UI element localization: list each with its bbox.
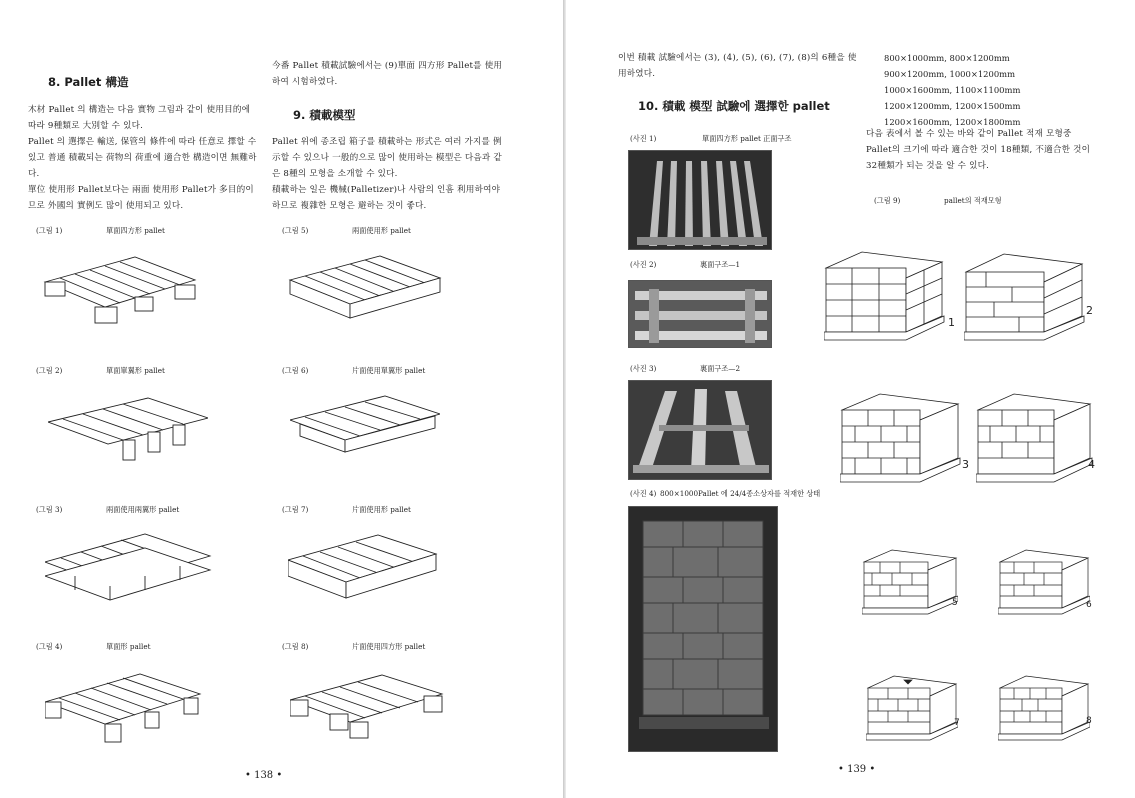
stack-pattern-6 — [998, 548, 1090, 620]
photo-title: 裏面구조—2 — [700, 364, 741, 373]
figure-number: (그림 9) — [874, 196, 901, 205]
pallet-drawing-8 — [290, 670, 445, 750]
figure-title: 兩面使用形 pallet — [352, 226, 411, 235]
stack-label-5: 5 — [952, 598, 958, 608]
figure-3-caption — [36, 505, 180, 515]
page-139 — [566, 0, 1135, 798]
dimension-row: 900×1200mm, 1000×1200mm — [884, 69, 1016, 79]
photo-pallet-front — [628, 150, 772, 250]
stack-pattern-2 — [964, 250, 1088, 348]
stack-label-8: 8 — [1086, 716, 1092, 726]
figure-title: 單面單翼形 pallet — [106, 366, 165, 375]
dimension-row: 800×1000mm, 800×1200mm — [884, 53, 1010, 63]
stack-pattern-5 — [862, 548, 958, 620]
figure-title: 單面四方形 pallet — [106, 226, 165, 235]
photo-title: 單面四方形 pallet 正面구조 — [702, 134, 792, 143]
figure-number: (그림 6) — [282, 366, 309, 375]
stack-label-6: 6 — [1086, 600, 1092, 610]
section8-paragraph-3: 單位 使用形 Pallet보다는 兩面 使用形 Pallet가 多目的이므로 外國의 實例도 많이 使用되고 있다. — [28, 185, 254, 211]
stack-pattern-8 — [998, 674, 1090, 746]
section8-title: 8. Pallet 構造 — [48, 75, 129, 89]
dimension-row: 1200×1600mm, 1200×1800mm — [884, 117, 1021, 127]
figure-4-caption — [36, 642, 151, 652]
dimension-row: 1000×1600mm, 1100×1100mm — [884, 85, 1021, 95]
photo-3-caption — [630, 364, 741, 374]
stack-pattern-3 — [840, 390, 964, 490]
stack-label-2: 2 — [1086, 304, 1093, 317]
photo-title: 裏面구조—1 — [700, 260, 741, 269]
right-column-paragraph: 今番 Pallet 積載試驗에서는 (9)單面 四方形 Pallet를 使用하여 시험하였다. — [272, 61, 503, 87]
pallet-drawing-2 — [48, 392, 208, 472]
figure-number: (그림 5) — [282, 226, 309, 235]
figure-title: 片面使用單翼形 pallet — [352, 366, 426, 375]
stack-label-1: 1 — [948, 316, 955, 329]
figure-number: (그림 4) — [36, 642, 63, 651]
page-number: • 139 • — [838, 764, 876, 775]
dimension-note: 다음 表에서 볼 수 있는 바와 같이 Pallet 적재 모형중 Pallet의 크기에 따라 適合한 것이 18種類, 不適合한 것이 32種類가 되는 것을 알 수 있다. — [866, 129, 1091, 171]
page-number: • 138 • — [245, 770, 283, 781]
photo-number: (사진 3) — [630, 364, 657, 373]
stack-pattern-4 — [976, 390, 1096, 490]
photo-loaded-pallet — [628, 506, 778, 752]
section8-paragraph-1: 木材 Pallet 의 構造는 다음 實物 그림과 같이 使用目的에 따라 9種類로 大別할 수 있다. — [28, 105, 251, 131]
figure-number: (그림 3) — [36, 505, 63, 514]
dimension-row: 1200×1200mm, 1200×1500mm — [884, 101, 1021, 111]
figure-6-caption — [282, 366, 426, 376]
intro-paragraph: 이번 積載 試驗에서는 (3), (4), (5), (6), (7), (8)의 6種을 使用하였다. — [618, 53, 857, 79]
photo-4-caption — [630, 489, 821, 499]
figure-8-caption — [282, 642, 426, 652]
stack-label-4: 4 — [1088, 458, 1095, 471]
figure-title: pallet의 적재모형 — [944, 196, 1002, 205]
pallet-drawing-7 — [288, 530, 438, 610]
figure-title: 片面使用四方形 pallet — [352, 642, 426, 651]
figure-title: 片面使用形 pallet — [352, 505, 411, 514]
stack-pattern-1 — [824, 248, 948, 348]
photo-number: (사진 2) — [630, 260, 657, 269]
photo-1-caption — [630, 134, 792, 144]
figure-2-caption — [36, 366, 165, 376]
pallet-drawing-1 — [40, 252, 200, 332]
figure-number: (그림 2) — [36, 366, 63, 375]
figure-5-caption — [282, 226, 411, 236]
pallet-drawing-5 — [285, 252, 445, 332]
section10-title: 10. 積載 模型 試驗에 選擇한 pallet — [638, 99, 830, 113]
section9-title: 9. 積載模型 — [293, 108, 356, 122]
pallet-drawing-6 — [290, 392, 440, 462]
figure-title: 單面形 pallet — [106, 642, 151, 651]
photo-2-caption — [630, 260, 741, 270]
pallet-drawing-4 — [45, 668, 205, 753]
photo-pallet-underside-2 — [628, 380, 772, 480]
photo-pallet-underside-1 — [628, 280, 772, 348]
stack-pattern-7 — [866, 674, 958, 746]
figure-number: (그림 7) — [282, 505, 309, 514]
section9-paragraph-2: 積載하는 일은 機械(Palletizer)나 사람의 인흠 利用하여야 하므로 複雜한 모형은 避하는 것이 좋다. — [272, 185, 501, 211]
stack-label-3: 3 — [962, 458, 969, 471]
pallet-dimension-list — [884, 50, 1020, 130]
section9-paragraph-1: Pallet 위에 종조립 箱子를 積載하는 形式은 여러 가지를 例示할 수 있으나 一般的으로 많이 使用하는 模型은 다음과 같은 8種의 모형을 소개할 수 있다. — [272, 137, 502, 179]
figure-9-caption — [874, 196, 1002, 206]
photo-number: (사진 1) — [630, 134, 657, 143]
stack-label-7: 7 — [954, 718, 960, 728]
photo-title: 800×1000Pallet 에 24/4종소상자를 적재한 상태 — [660, 489, 821, 498]
figure-1-caption — [36, 226, 165, 236]
page-138 — [0, 0, 563, 798]
figure-7-caption — [282, 505, 411, 515]
pallet-drawing-3 — [45, 528, 215, 618]
figure-number: (그림 8) — [282, 642, 309, 651]
figure-number: (그림 1) — [36, 226, 63, 235]
figure-title: 兩面使用兩翼形 pallet — [106, 505, 180, 514]
photo-number: (사진 4) — [630, 489, 657, 498]
section8-paragraph-2: Pallet 의 選擇은 輸送, 保管의 條件에 따라 任意로 擇할 수 있고 普通 積載되는 荷物의 荷重에 適合한 構造이면 無難하다. — [28, 137, 257, 179]
